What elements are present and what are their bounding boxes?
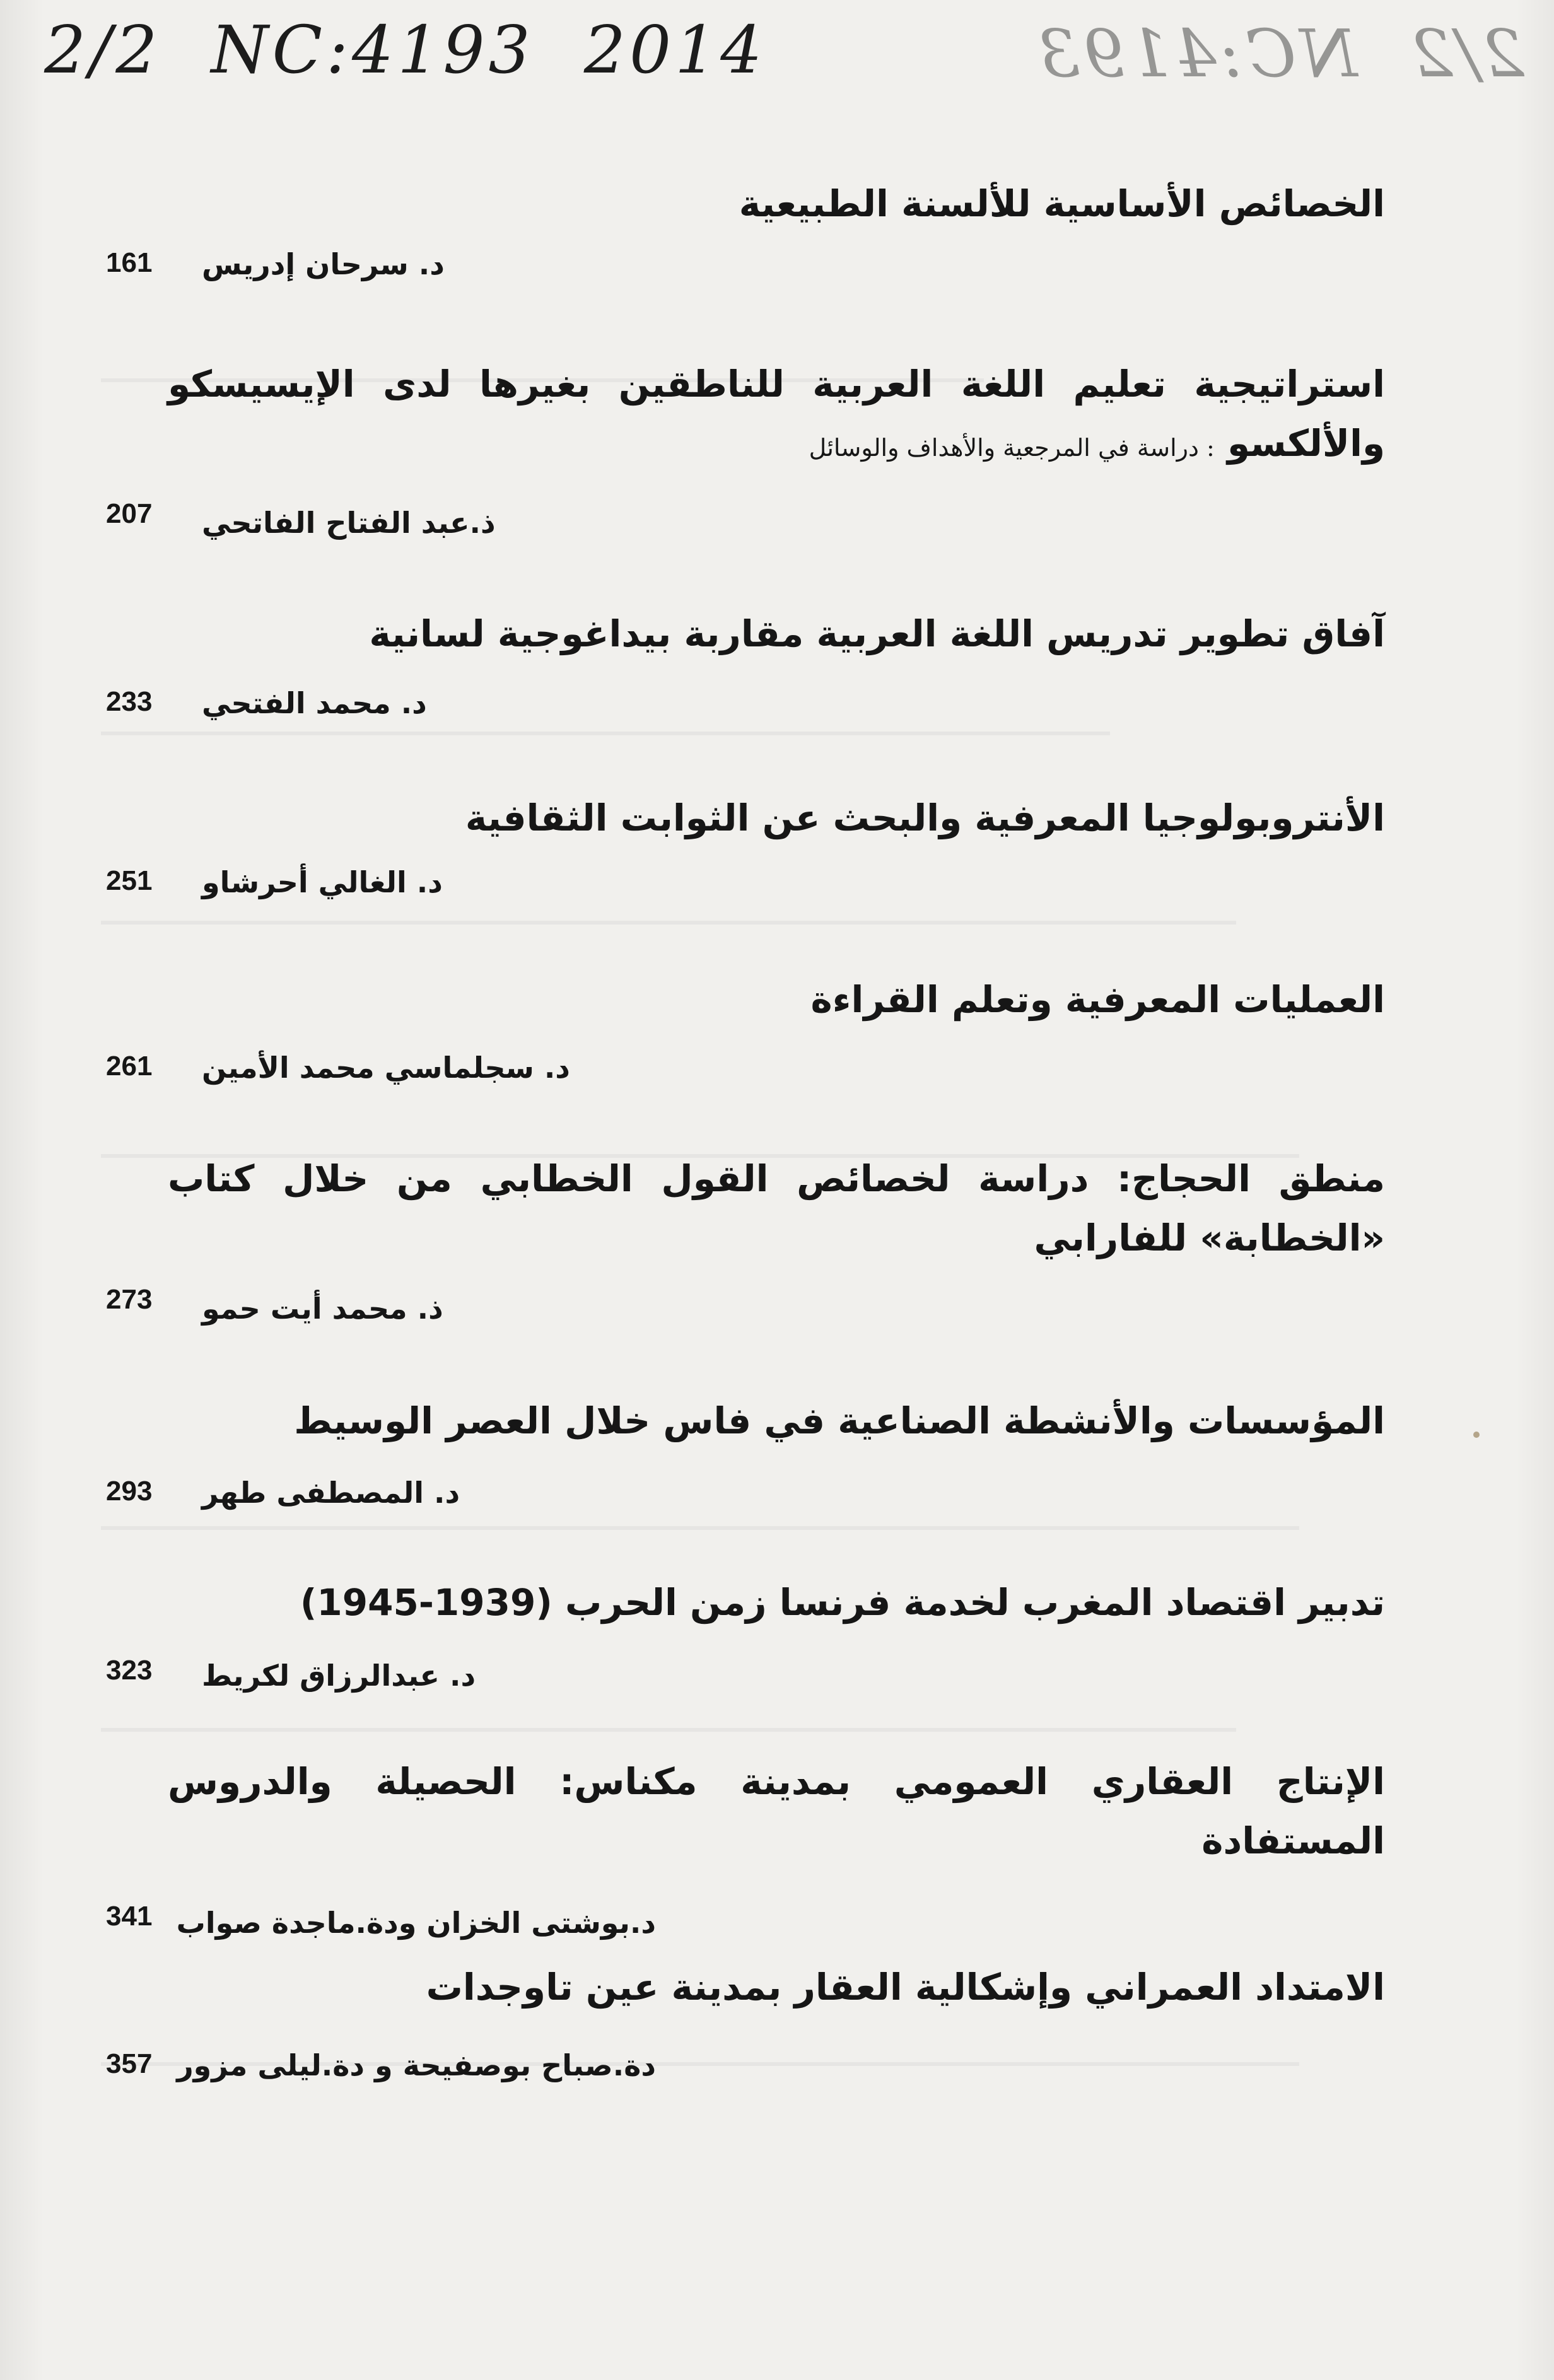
entry-page-number: 161: [106, 247, 153, 278]
entry-page-number: 357: [106, 2048, 153, 2079]
entry-author: د. المصطفى طهر: [202, 1476, 460, 1510]
entry-author: د. محمد الفتحي: [202, 686, 427, 720]
ink-spot: [1473, 1432, 1480, 1438]
entry-author: د. عبدالرزاق لكريط: [202, 1659, 476, 1693]
entry-subtitle: : دراسة في المرجعية والأهداف والوسائل: [809, 434, 1215, 462]
entry-author: د. سجلماسي محمد الأمين: [202, 1051, 570, 1085]
entry-author: دة.صباح بوصفيحة و دة.ليلى مزور: [177, 2048, 656, 2082]
entry-title-text: استراتيجية تعليم اللغة العربية للناطقين بغيرها لدى الإيسيسكو والألكسو: [168, 363, 1385, 465]
entry-author: د. الغالي أحرشاو: [202, 865, 443, 899]
entry-author: ذ. محمد أيت حمو: [202, 1292, 443, 1326]
entry-page-number: 251: [106, 865, 153, 896]
entry-page-number: 233: [106, 686, 153, 717]
entry-title: تدبير اقتصاد المغرب لخدمة فرنسا زمن الحرب (1939-1945): [300, 1581, 1385, 1624]
entry-page-number: 273: [106, 1284, 153, 1315]
handwritten-annotation-mirror: [1009, 15, 1524, 92]
handwritten-mark: 2/2: [1407, 15, 1524, 92]
entry-page-number: 207: [106, 498, 153, 529]
entry-title: الخصائص الأساسية للألسنة الطبيعية: [739, 182, 1385, 225]
handwritten-code: NC:4193: [211, 11, 534, 88]
entry-title: العمليات المعرفية وتعلم القراءة: [810, 978, 1385, 1021]
entry-page-number: 261: [106, 1051, 153, 1082]
entry-page-number: 293: [106, 1476, 153, 1507]
entry-title: المؤسسات والأنشطة الصناعية في فاس خلال العصر الوسيط: [294, 1399, 1385, 1442]
entry-title: منطق الحجاج: دراسة لخصائص القول الخطابي من خلال كتاب «الخطابة» للفارابي: [168, 1157, 1385, 1259]
entry-author: ذ.عبد الفتاح الفاتحي: [202, 506, 496, 540]
entry-title: الإنتاج العقاري العمومي بمدينة مكناس: الحصيلة والدروس المستفادة: [168, 1760, 1385, 1862]
bleed-through-line: [101, 895, 1236, 925]
handwritten-code: NC:4193: [1034, 15, 1358, 92]
entry-title: الأنتروبولوجيا المعرفية والبحث عن الثوابت الثقافية: [465, 796, 1385, 839]
entry-page-number: 323: [106, 1655, 153, 1686]
entry-title: [168, 354, 1385, 477]
handwritten-annotation: [44, 11, 791, 88]
handwritten-mark: 2/2: [44, 11, 161, 88]
entry-author: د.بوشتى الخزان ودة.ماجدة صواب: [176, 1906, 656, 1940]
entry-title: آفاق تطوير تدريس اللغة العربية مقاربة بيداغوجية لسانية: [369, 612, 1385, 655]
entry-page-number: 341: [106, 1901, 153, 1932]
entry-author: د. سرحان إدريس: [202, 247, 445, 281]
entry-title: الامتداد العمراني وإشكالية العقار بمدينة عين تاوجدات: [426, 1966, 1385, 2009]
handwritten-year: 2014: [583, 11, 766, 88]
bleed-through-line: [101, 1703, 1236, 1732]
